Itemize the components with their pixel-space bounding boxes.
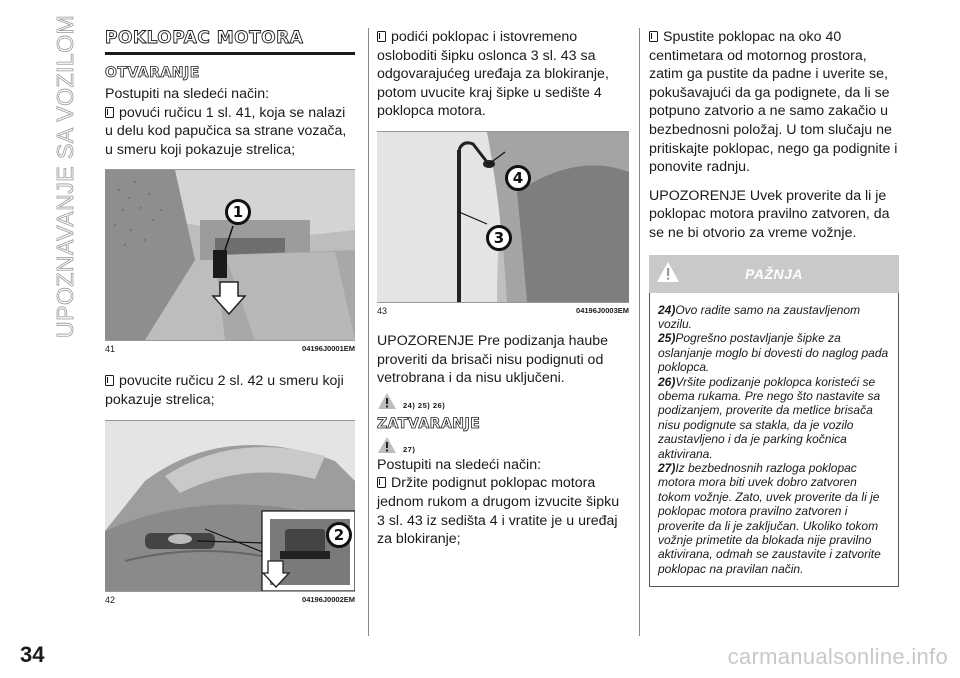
section-title-closing: ZATVARANJE: [377, 415, 481, 432]
attention-text: Iz bezbednosnih razloga poklopac motora mora biti uvek dobro zatvoren tokom vožnje. Zato, uvek proverite da li je poklopac motora pravilno zatvoren i proverite da li je zaključan. Ukoliko tokom vožnje primetite da blokada nije pravilno aktivirana, odmah se zaustavite i zatvorite poklopac na pravilan način.: [658, 461, 881, 576]
attention-item: [658, 331, 890, 374]
page-title: POKLOPAC MOTORA: [105, 28, 355, 55]
closing-reference: [377, 436, 629, 454]
figure-number: 43: [377, 305, 388, 316]
figure-code: 04196J0003EM: [576, 305, 629, 315]
figure-number: 41: [105, 344, 116, 355]
attention-item: [658, 303, 890, 332]
watermark: carmanualsonline.info: [727, 644, 948, 669]
callout-2: 2: [326, 522, 352, 548]
closing-step-1-text: Držite podignut poklopac motora jednom rukom a drugom izvucite šipku 3 sl. 43 iz sedišta 4 i vratite je u uređaj za blokiranje;: [377, 475, 620, 548]
page-number: 34: [20, 642, 45, 667]
figure-number: 42: [105, 594, 116, 605]
intro-text: Postupiti na sledeći način:: [105, 86, 270, 102]
column-divider: [639, 28, 640, 636]
attention-label: PAŽNJA: [745, 265, 803, 282]
attention-header: [649, 255, 899, 293]
closing-step-2: [649, 28, 899, 177]
figure-rule: [105, 591, 355, 592]
closing-ref: 27): [403, 444, 416, 454]
warning-triangle-icon: [377, 392, 397, 410]
checkbox-bullet-icon: [105, 375, 114, 386]
step-2-text: povucite ručicu 2 sl. 42 u smeru koji pokazuje strelica;: [105, 373, 344, 408]
attention-item: [658, 375, 890, 461]
figure-42-image: [105, 421, 355, 591]
attention-item: [658, 461, 890, 576]
warning-triangle-icon: [377, 436, 397, 454]
column-2: [377, 28, 629, 549]
bonnet-release-lever: [213, 250, 227, 278]
warning-references: [377, 392, 629, 410]
sidebar-section-title: UPOZNAVANJE SA VOZILOM: [52, 14, 78, 338]
figure-43-caption: [377, 306, 629, 316]
checkbox-bullet-icon: [377, 477, 386, 488]
column-1: [105, 28, 355, 605]
figure-42-caption: [105, 595, 355, 605]
column-divider: [368, 28, 369, 636]
figure-41-image: [105, 170, 355, 340]
warning-text: UPOZORENJE Pre podizanja haube proveriti da brisači nisu podignuti od vetrobrana i da nisu uključeni.: [377, 332, 609, 387]
attention-ref: 24): [658, 302, 676, 317]
figure-code: 04196J0001EM: [302, 344, 355, 354]
warning-refs: 24) 25) 26): [403, 400, 446, 410]
attention-text: Vršite podizanje poklopca koristeći se obema rukama. Pre nego što nastavite sa podizanjem, proverite da metlice brisača nisu podignute sa stakla, da je vozilo zaustavljeno i da je parking kočnica aktivirana.: [658, 374, 881, 461]
closing-step-1: [377, 474, 629, 548]
step-2: [105, 372, 355, 409]
closing-intro: Postupiti na sledeći način:: [377, 456, 542, 473]
figure-42: [105, 420, 355, 605]
section-title-opening: OTVARANJE: [105, 65, 200, 81]
warning-closed: UPOZORENJE Uvek proverite da li je poklopac motora pravilno zatvoren, da se ne bi otvorio za vreme vožnje.: [649, 187, 890, 241]
closing-step-2-text: Spustite poklopac na oko 40 centimetara od motornog prostora, zatim ga pustite da padne i uverite se, pokušavajući da ga podignete, da li se potpuno zatvorio a ne samo zakačio u bezbednosni položaj. U tom slučaju ne pritiskajte poklopac, nego ga podignite i ponovite radnju.: [649, 29, 898, 176]
figure-code: 04196J0002EM: [302, 594, 355, 604]
figure-43-image: [377, 132, 629, 302]
attention-ref: 26): [658, 374, 676, 389]
attention-ref: 25): [658, 331, 676, 346]
callout-3: 3: [486, 225, 512, 251]
step-3-text: podići poklopac i istovremeno osloboditi šipku oslonca 3 sl. 43 sa odgovarajućeg uređaja za blokiranje, potom uvucite kraj šipke u sedište 4 poklopca motora.: [377, 29, 609, 120]
checkbox-bullet-icon: [105, 107, 114, 118]
step-1: [105, 104, 355, 160]
attention-text: Ovo radite samo na zaustavljenom vozilu.: [658, 302, 861, 331]
checkbox-bullet-icon: [649, 31, 658, 42]
attention-text: Pogrešno postavljanje šipke za oslanjanje moglo bi dovesti do naglog pada poklopca.: [658, 331, 889, 375]
column-3: [649, 28, 899, 587]
figure-rule: [377, 302, 629, 303]
figure-rule: [105, 340, 355, 341]
checkbox-bullet-icon: [377, 31, 386, 42]
callout-4: 4: [505, 165, 531, 191]
step-3: [377, 28, 629, 121]
step-1-text: povući ručicu 1 sl. 41, koja se nalazi u delu kod papučica sa strane vozača, u smeru koji pokazuje strelica;: [105, 104, 347, 158]
attention-ref: 27): [658, 461, 676, 475]
callout-1: 1: [225, 199, 251, 225]
attention-box: [649, 293, 899, 588]
figure-41-caption: [105, 344, 355, 354]
figure-41: [105, 169, 355, 354]
figure-43: [377, 131, 629, 316]
